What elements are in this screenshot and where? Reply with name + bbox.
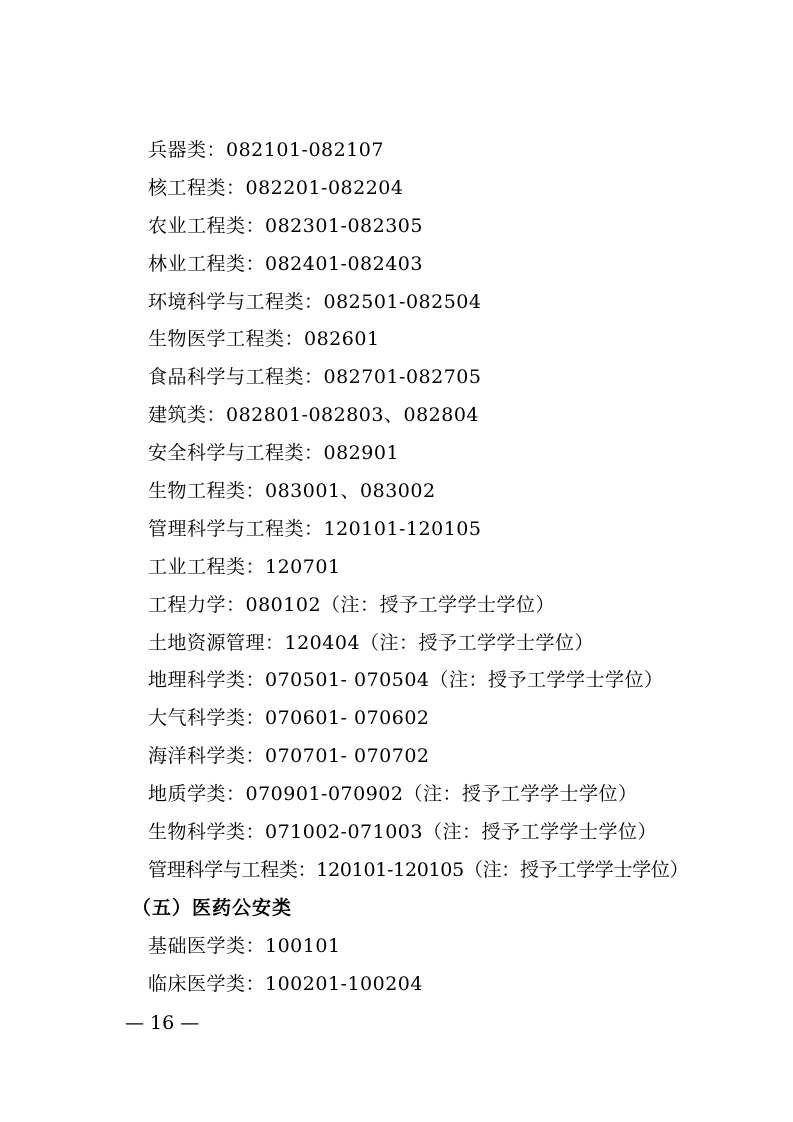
list-item: 生物医学工程类：082601 <box>148 328 380 351</box>
list-item: 核工程类：082201-082204 <box>148 176 404 199</box>
list-item: 工业工程类：120701 <box>148 555 341 578</box>
list-item: 管理科学与工程类：120101-120105 <box>148 517 482 540</box>
content-lines <box>132 132 748 1003</box>
section-heading: （五）医药公安类 <box>132 896 293 919</box>
list-item: 地质学类：070901-070902（注：授予工学学士学位） <box>148 783 638 806</box>
list-item: 建筑类：082801-082803、082804 <box>148 404 480 427</box>
list-item: 管理科学与工程类：120101-120105（注：授予工学学士学位） <box>148 858 689 881</box>
list-item: 土地资源管理：120404（注：授予工学学士学位） <box>148 631 595 654</box>
list-item: 环境科学与工程类：082501-082504 <box>148 290 482 313</box>
list-item: 临床医学类：100201-100204 <box>148 972 423 995</box>
list-item: 大气科学类：070601- 070602 <box>148 707 430 730</box>
list-item: 生物科学类：071002-071003（注：授予工学学士学位） <box>148 821 657 844</box>
list-item: 工程力学：080102（注：授予工学学士学位） <box>148 593 556 616</box>
list-item: 兵器类：082101-082107 <box>148 139 384 161</box>
list-item: 生物工程类：083001、083002 <box>148 480 436 503</box>
list-item: 地理科学类：070501- 070504（注：授予工学学士学位） <box>148 669 664 692</box>
list-item: 安全科学与工程类：082901 <box>148 442 400 465</box>
page-number: — 16 — <box>125 1012 200 1034</box>
list-item: 食品科学与工程类：082701-082705 <box>148 366 482 389</box>
list-item: 基础医学类：100101 <box>148 934 341 957</box>
list-item: 农业工程类：082301-082305 <box>148 214 423 237</box>
list-item: 海洋科学类：070701- 070702 <box>148 745 430 768</box>
list-item: 林业工程类：082401-082403 <box>148 252 423 275</box>
